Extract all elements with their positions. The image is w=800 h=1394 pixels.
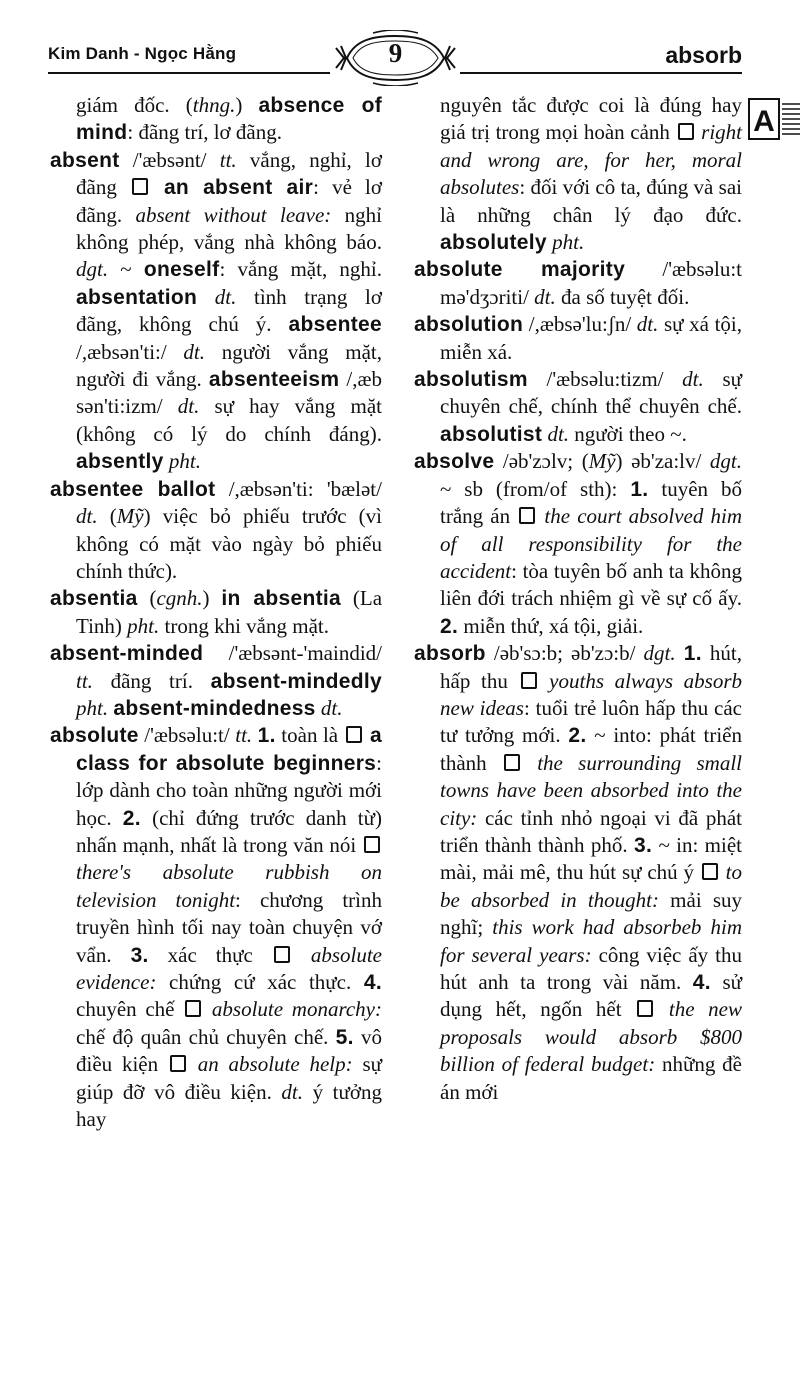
entry-text: người vắng mặt, người đi vắng. xyxy=(76,339,382,392)
entry-text: sự xá tội, miễn xá. xyxy=(440,312,742,364)
entry-absolute-majority xyxy=(414,256,742,311)
entry-text: /,æbsən'ti: 'bælət/ xyxy=(215,476,382,501)
entry-text: ~ sb (from/of sth): xyxy=(440,476,631,501)
entry-text: chứng cứ xác thực. xyxy=(156,970,364,994)
bold-term: absentation xyxy=(76,285,198,309)
example-box-icon xyxy=(702,863,718,880)
example-italic: dt. xyxy=(320,695,343,720)
entry-text: /'æbsəlu:tizm/ xyxy=(527,367,683,392)
example-italic: tt. xyxy=(76,668,93,693)
example-italic: Mỹ xyxy=(588,449,616,474)
entry-text: vô điều kiện xyxy=(76,1024,383,1077)
headword: absentia xyxy=(50,587,138,611)
entry-text xyxy=(197,285,215,309)
example-italic: Mỹ xyxy=(116,504,144,529)
bold-term: absolutely xyxy=(440,231,547,255)
headword: absent-minded xyxy=(50,642,204,666)
example-italic: youths always absorb new ideas xyxy=(440,668,743,720)
entry-text: giám đốc. ( xyxy=(76,93,193,117)
entry-text: ~ xyxy=(108,257,144,282)
example-italic: dt. xyxy=(177,394,200,419)
entry-text: /'æbsəlu:t mə'dʒɔriti/ xyxy=(440,257,742,309)
bold-term: absolutist xyxy=(440,422,543,446)
example-italic: dt. xyxy=(534,284,556,309)
entry-text: nghỉ không phép, vắng nhà không báo. xyxy=(76,202,382,255)
example-box-icon xyxy=(170,1055,186,1072)
entry-text: tình trạng lơ đãng, không chú ý. xyxy=(76,284,382,337)
example-italic: absolute evidence: xyxy=(76,942,382,994)
bold-term: absently xyxy=(76,450,164,474)
example-italic: dgt. xyxy=(76,257,109,282)
entry-text: /əb'sɔ:b; əb'zɔ:b/ xyxy=(485,641,644,666)
entry-text: (chỉ đứng trước danh từ) nhấn mạnh, nhất là trong văn nói xyxy=(76,805,382,857)
example-italic: dgt. xyxy=(709,449,743,474)
bold-term: an absent air xyxy=(149,176,314,200)
left-column xyxy=(50,92,382,1133)
bold-term: 1. xyxy=(683,642,702,666)
example-italic: dt. xyxy=(76,504,98,529)
example-box-icon xyxy=(678,123,694,140)
header-rule-left xyxy=(48,72,330,74)
entry-text: : tuổi trẻ luôn hấp thu các tư tưởng mới. xyxy=(440,695,743,748)
bold-term: 4. xyxy=(692,971,711,994)
bold-term: 3. xyxy=(633,833,653,857)
example-italic: dt. xyxy=(636,312,659,337)
example-italic: thng. xyxy=(192,93,236,117)
letter-tab-icon xyxy=(748,98,800,142)
entry-text: ) xyxy=(235,93,259,117)
entry-text: : chương trình truyền hình tối nay toàn chuyện vớ vẩn. xyxy=(76,887,382,967)
example-italic: cgnh. xyxy=(156,586,203,611)
example-italic: tt. xyxy=(219,147,237,172)
entry-absentee-ballot xyxy=(50,476,382,586)
entry-text: /'æbsəlu:t/ xyxy=(138,723,236,748)
headword: absolute xyxy=(50,724,139,748)
running-head-authors: Kim Danh - Ngọc Hằng xyxy=(48,44,237,63)
entry-text: ( xyxy=(137,586,157,611)
bold-term: 1. xyxy=(630,477,649,501)
example-italic: dt. xyxy=(682,367,704,392)
entry-continuation xyxy=(50,92,382,147)
entry-absolve xyxy=(414,448,742,640)
bold-term: in absentia xyxy=(221,587,342,611)
entry-absolution xyxy=(414,311,742,366)
example-box-icon xyxy=(274,946,290,963)
example-italic: absent without leave: xyxy=(135,202,332,227)
headword: absolute majority xyxy=(414,258,626,282)
entry-text: công việc ấy thu hút anh ta trong vài năm. xyxy=(440,942,742,994)
entry-text: /,æbsə'lu:ʃn/ xyxy=(523,312,637,337)
bold-term: 2. xyxy=(440,614,459,638)
example-box-icon xyxy=(504,754,520,771)
example-italic: dt. xyxy=(547,421,570,446)
entry-text: : đãng trí, lơ đãng. xyxy=(127,120,282,145)
example-italic: this work had absorbeb him for several years: xyxy=(440,915,742,967)
bold-term: a class for absolute beginners xyxy=(76,724,383,775)
entry-text: /,æbsən'ti:/ xyxy=(76,339,184,364)
example-italic: dt. xyxy=(214,284,237,309)
entry-text: sự hay vắng mặt (không có lý do chính đáng). xyxy=(76,394,383,446)
example-italic: pht. xyxy=(552,230,585,255)
example-box-icon xyxy=(519,507,535,524)
example-italic: dt. xyxy=(183,339,205,364)
entry-text: ) xyxy=(202,586,222,611)
entry-text: toàn là xyxy=(275,723,344,748)
headword: absolution xyxy=(414,313,524,337)
bold-term: 3. xyxy=(130,943,149,967)
entry-absorb xyxy=(414,640,742,1106)
example-italic: right and wrong are, for her, moral absolutes xyxy=(440,120,742,200)
entry-text: : lớp dành cho toàn những người mới học. xyxy=(76,750,382,830)
entry-text: /,æb sən'ti:izm/ xyxy=(76,367,383,419)
entry-text: (La Tinh) xyxy=(76,586,383,638)
entry-text: đa số tuyệt đối. xyxy=(555,284,690,309)
example-box-icon xyxy=(346,726,362,743)
entry-text: chuyên chế xyxy=(76,997,184,1022)
entry-text: ) việc bỏ phiếu trước (vì không có mặt vào ngày bỏ phiếu chính thức). xyxy=(76,504,383,583)
entry-text: hút, hấp thu xyxy=(440,641,742,693)
entry-text: trong khi vắng mặt. xyxy=(159,613,329,638)
entry-text: các tỉnh nhỏ ngoại vi đã phát triển thành thành phố. xyxy=(440,805,742,857)
entry-continuation xyxy=(414,92,742,256)
bold-term: absentee xyxy=(288,313,382,337)
bold-term: absent-mindedly xyxy=(210,669,382,693)
entry-text: mải suy nghĩ; xyxy=(440,887,742,940)
headword: absolutism xyxy=(414,368,528,392)
example-italic: an absolute help: xyxy=(187,1052,353,1077)
bold-term: 5. xyxy=(335,1025,354,1049)
entry-text: /əb'zɔlv; ( xyxy=(494,449,589,474)
entry-text: miễn thứ, xá tội, giải. xyxy=(458,613,644,638)
entry-text: /'æbsənt-'maindid/ xyxy=(203,641,382,666)
example-box-icon xyxy=(364,836,380,853)
example-italic: the surrounding small towns have been absorbed into the city: xyxy=(440,750,743,830)
entry-absentia xyxy=(50,585,382,640)
headword: absolve xyxy=(414,450,495,474)
entry-text: tuyên bố trắng án xyxy=(440,476,742,529)
entry-text: ~ into: phát triển thành xyxy=(440,723,742,775)
entry-text: những đề án mới xyxy=(440,1052,742,1104)
entry-text: ) əb'za:lv/ xyxy=(615,449,710,474)
right-column xyxy=(414,92,742,1106)
bold-term: absent-mindedness xyxy=(113,696,316,720)
example-italic: the new proposals would absorb $800 billion of federal budget: xyxy=(440,997,743,1077)
entry-text: xác thực xyxy=(148,942,272,967)
example-italic: pht. xyxy=(76,695,109,720)
bold-term: 2. xyxy=(568,724,587,748)
entry-text: : tòa tuyên bố anh ta không liên đới trách nhiệm gì về sự cố ấy. xyxy=(440,558,742,611)
example-italic: tt. xyxy=(235,723,253,748)
entry-text: /'æbsənt/ xyxy=(119,147,220,172)
entry-text: : vắng mặt, nghỉ. xyxy=(219,257,382,282)
entry-text: người theo ~. xyxy=(569,421,687,446)
example-box-icon xyxy=(185,1000,201,1017)
entry-text: chế độ quân chủ chuyên chế. xyxy=(76,1024,336,1049)
letter-tab-label: A xyxy=(753,105,775,138)
bold-term: 4. xyxy=(363,971,382,994)
entry-text: ( xyxy=(97,504,117,529)
example-italic: there's absolute rubbish on television tonight xyxy=(76,860,382,912)
example-italic: pht. xyxy=(127,613,160,638)
example-italic: to be absorbed in thought: xyxy=(440,860,742,912)
entry-text: sử dụng hết, ngốn hết xyxy=(440,970,742,1022)
bold-term: absenteeism xyxy=(208,368,340,392)
entry-text: vắng, nghỉ, lơ đãng xyxy=(76,147,382,200)
headword: absent xyxy=(50,148,120,172)
example-italic: dgt. xyxy=(643,641,676,666)
entry-text xyxy=(676,641,684,665)
entry-text: ý tưởng hay xyxy=(76,1079,383,1132)
example-italic: dt. xyxy=(281,1079,304,1104)
entry-text: : vẻ lơ đãng. xyxy=(76,175,382,227)
example-italic: pht. xyxy=(168,449,201,474)
entry-text: sự giúp đỡ vô điều kiện. xyxy=(76,1052,382,1104)
entry-text: : đối với cô ta, đúng và sai là những chân lý đạo đức. xyxy=(440,175,742,227)
header-rule-right xyxy=(460,72,742,74)
entry-absolute xyxy=(50,722,382,1133)
example-box-icon xyxy=(521,672,537,689)
entry-text: ~ in: miệt mài, mải mê, thu hút sự chú ý xyxy=(440,832,743,885)
entry-absent-minded xyxy=(50,640,382,722)
example-box-icon xyxy=(132,178,148,195)
page-number: 9 xyxy=(388,38,403,68)
entry-text: đãng trí. xyxy=(92,668,211,693)
entry-text: nguyên tắc được coi là đúng hay giá trị trong mọi hoàn cảnh xyxy=(440,93,742,145)
entry-absolutism xyxy=(414,366,742,448)
example-italic: the court absolved him of all responsibility for the accident xyxy=(440,504,742,583)
entry-absent xyxy=(50,147,382,476)
headword: absorb xyxy=(414,642,486,666)
example-box-icon xyxy=(637,1000,653,1017)
running-head-guide-word: absorb xyxy=(665,42,742,68)
headword: absentee ballot xyxy=(50,477,216,501)
example-italic: absolute monarchy: xyxy=(203,997,382,1022)
entry-text: sự chuyên chế, chính thể chuyên chế. xyxy=(440,367,742,419)
bold-term: absence of mind xyxy=(76,94,382,145)
bold-term: 1. xyxy=(257,724,276,748)
bold-term: 2. xyxy=(122,806,141,830)
bold-term: oneself xyxy=(143,258,220,282)
